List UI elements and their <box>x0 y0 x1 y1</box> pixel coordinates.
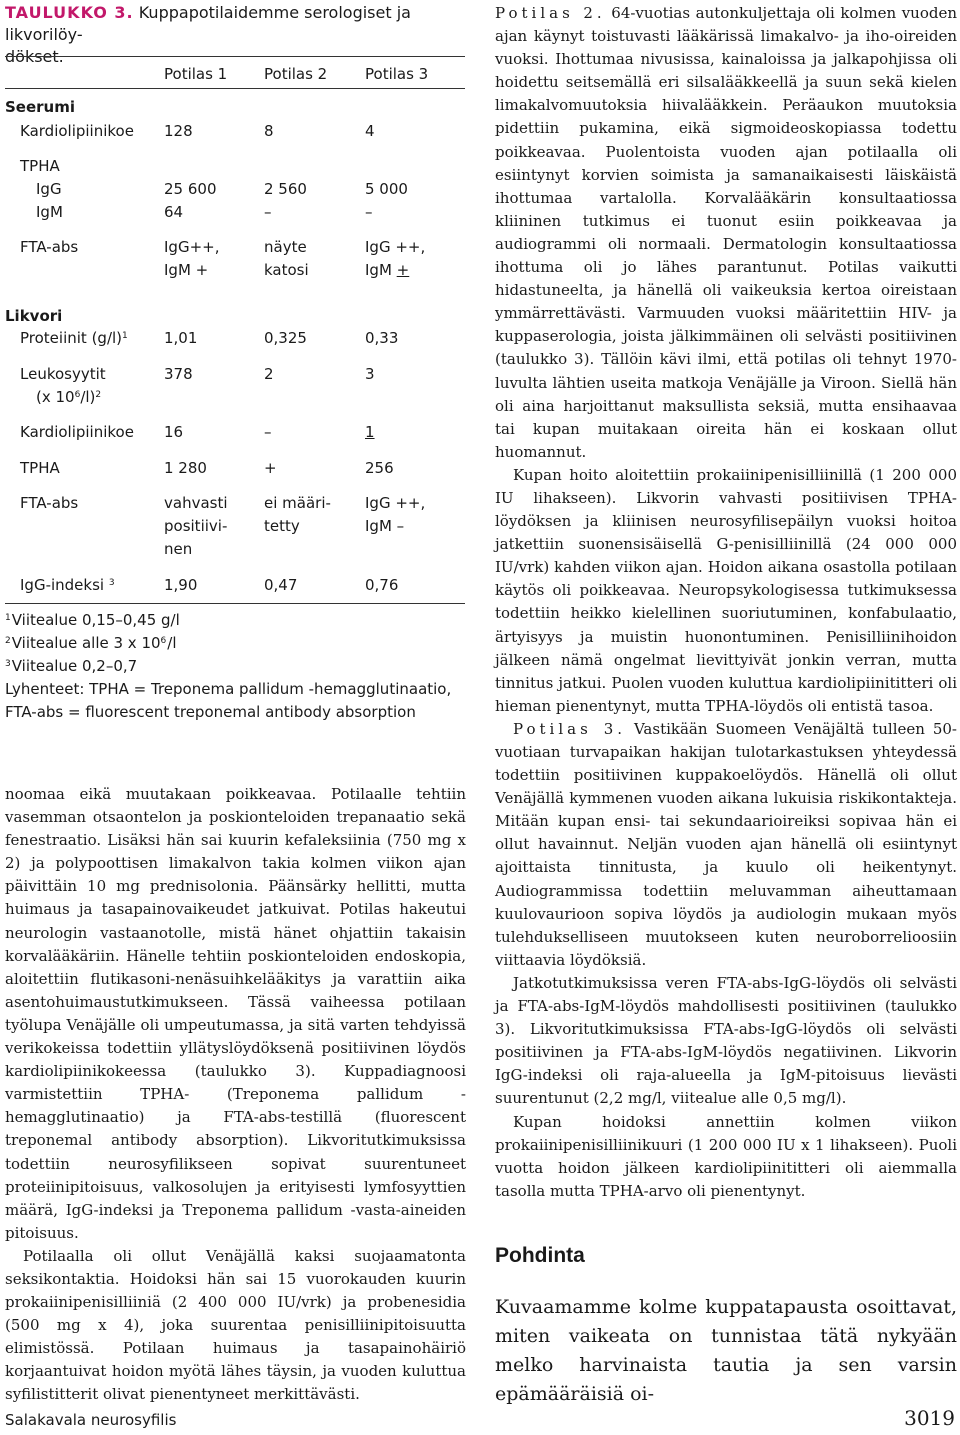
cell-iggindeksi-p2: 0,47 <box>264 576 298 594</box>
cell-ftaabs-csf-p3b: IgM – <box>365 517 405 535</box>
right-paragraph-4: Jatkotutkimuksissa veren FTA-abs-IgG-löydös oli selvästi ja FTA-abs-IgM-löydös mahdollisesti positiivinen (taulukko 3). Likvoritutkimuksissa FTA-abs-IgG-löydös oli selvästi positiivinen ja FTA-abs-IgM-löydös negatiivinen. Likvorin IgG-indeksi oli raja-alueella ja IgM-pitoisuus lievästi suurentunut (2,2 mg/l, viitealue alle 0,5 mg/l). <box>495 973 957 1108</box>
cell-igg-p1: 25 600 <box>164 180 217 198</box>
leukosyytit-unit-exp: 6 <box>74 390 81 400</box>
row-label-iggindeksi-text: IgG-indeksi <box>20 576 105 594</box>
footnote-3-text: Viitealue 0,2–0,7 <box>11 657 138 675</box>
cell-ftaabs-csf-p1b: positiivi- <box>164 517 228 535</box>
footnote-3-marker: 3 <box>5 659 11 669</box>
row-label-tpha-csf: TPHA <box>20 459 60 477</box>
footnote-marker-3: 3 <box>108 578 115 588</box>
row-label-proteiinit <box>20 327 128 349</box>
left-column-text <box>5 783 466 1407</box>
cell-ftaabs-csf-p1a: vahvasti <box>164 494 228 512</box>
cell-igm-p3: – <box>365 203 373 221</box>
cell-igg-p3: 5 000 <box>365 180 408 198</box>
section-csf: Likvori <box>5 307 63 325</box>
table-header-rule <box>5 88 465 89</box>
cell-ftaabs-serum-p3b-mark: + <box>396 261 410 279</box>
cell-iggindeksi-p1: 1,90 <box>164 576 198 594</box>
row-label-kardio-csf: Kardiolipiinikoe <box>20 423 134 441</box>
row-label-tpha-serum: TPHA <box>20 157 60 175</box>
cell-ftaabs-serum-p1b: IgM + <box>164 261 209 279</box>
footnote-2-text: Viitealue alle 3 x 10 <box>11 634 161 652</box>
header-potilas-2: Potilas 2 <box>264 65 328 83</box>
section-heading-discussion: Pohdinta <box>495 1244 585 1267</box>
cell-leukosyytit-p2: 2 <box>264 365 274 383</box>
section-serum: Seerumi <box>5 98 75 116</box>
cell-leukosyytit-p1: 378 <box>164 365 193 383</box>
cell-iggindeksi-p3: 0,76 <box>365 576 399 594</box>
right-paragraph-1 <box>495 2 957 464</box>
case-2-lead: Potilas 2. <box>495 4 606 22</box>
cell-tpha-csf-p3: 256 <box>365 459 394 477</box>
cell-tpha-csf-p1: 1 280 <box>164 459 207 477</box>
right-paragraph-2: Kupan hoito aloitettiin prokaiinipenisilliinillä (1 200 000 IU lihakseen). Likvorin vahvasti positiivisen TPHA-löydöksen ja kliinisen neurosyfilisepäilyn vuoksi hoitoa jatkettiin suonensisäisellä G-penisilliinillä (24 000 000 IU/vrk) kahden viikon ajan. Hoidon aikana osastolla potilaan käytös oli poikkeavaa. Neuropsykologisessa tutkimuksessa todettiin heikko kielellinen suoriutuminen, konfabulaatio, ärtyisyys ja muistin huonontuminen. Penisilliinihoidon jälkeen nämä ongelmat lievittyivät jonkin verran, mutta tinnitus jatkui. Puolen vuoden kuluttua kardiolipiinititteri oli hieman pienentynyt, mutta TPHA-löydös oli entistä tasoa. <box>495 465 957 715</box>
footnote-2-exp: 6 <box>160 636 167 646</box>
cell-kardio-csf-p1: 16 <box>164 423 184 441</box>
cell-kardio-serum-p2: 8 <box>264 122 274 140</box>
footnote-3 <box>5 655 137 678</box>
footnote-1-marker: 1 <box>5 613 11 623</box>
table-caption-text-cont: dökset. <box>5 47 64 66</box>
cell-ftaabs-serum-p1a: IgG++, <box>164 238 220 256</box>
cell-tpha-csf-p2: + <box>264 459 277 477</box>
table-bottom-rule <box>5 603 465 604</box>
cell-proteiinit-p3: 0,33 <box>365 329 399 347</box>
cell-kardio-csf-p3: 1 <box>365 423 375 441</box>
footnote-1-text: Viitealue 0,15–0,45 g/l <box>11 611 180 629</box>
table-caption-label: TAULUKKO 3. <box>5 3 134 22</box>
case-3-text: Vastikään Suomeen Venäjältä tulleen 50-vuotiaan turvapaikan hakijan tulotarkastuksen yhteydessä todettiin positiivinen kuppakoelöydös. Hänellä oli ollut Venäjällä kymmenen vuoden aikana lukuisia riskikontakteja. Mitään kupan ensi- tai sekundaarioireiksi sopivaa hän ei ollut havainnut. Neljän vuoden ajan hänellä oli esiintynyt ajoittaista tinnitusta, ja kuulo oli heikentynyt. Audiogrammissa todettiin meluvamman aiheuttamaan kuulovaurioon sopiva löydös ja audiologin mukaan myös tulehdukselliseen muutokseen kuten neuroborrelioosiin viittaavia löydöksiä. <box>495 719 958 969</box>
cell-ftaabs-serum-p2a: näyte <box>264 238 307 256</box>
abbreviations-line-1: Lyhenteet: TPHA = Treponema pallidum -hemagglutinaatio, <box>5 680 452 698</box>
footnote-2 <box>5 632 177 655</box>
table-top-rule <box>5 56 465 57</box>
discussion-lead: Kuvaamamme kolme kuppatapausta osoittavat, miten vaikeata on tunnistaa tätä nykyään melko harvinaista tautia ja sen varsin epämääräisiä oi- <box>495 1296 957 1405</box>
abbreviations-line-2: FTA-abs = fluorescent treponemal antibody absorption <box>5 703 416 721</box>
cell-ftaabs-csf-p1c: nen <box>164 540 193 558</box>
footnote-marker-1: 1 <box>122 331 128 341</box>
left-paragraph-2: Potilaalla oli ollut Venäjällä kaksi suojaamatonta seksikontaktia. Hoidoksi hän sai 15 vuorokauden kuurin prokaiinipenisilliiniä (2 400 000 IU/vrk) ja probenesidia (500 mg x 4), joka suurentaa penisilliinipitoisuutta elimistössä. Potilaan huimaus ja tasapainohäiriö korjaantuivat hoidon myötä lähes täysin, ja vuoden kuluttua syfilistitterit olivat pienentyneet merkittävästi. <box>5 1246 466 1404</box>
leukosyytit-unit-pre: (x 10 <box>36 388 75 406</box>
cell-kardio-serum-p1: 128 <box>164 122 193 140</box>
row-label-iggindeksi <box>20 574 115 596</box>
cell-kardio-serum-p3: 4 <box>365 122 375 140</box>
cell-ftaabs-serum-p3a: IgG ++, <box>365 238 426 256</box>
cell-proteiinit-p2: 0,325 <box>264 329 307 347</box>
left-paragraph-1: noomaa eikä muutakaan poikkeavaa. Potilaalle tehtiin vasemman otsaontelon ja poskionteloiden trepanaatio sekä fenestraatio. Lisäksi hän sai kuurin kefaleksiinia (750 mg x 2) ja polypoottisen limakalvon takia kolmen viikon ajan päivittäin 10 mg prednisolonia. Päänsärky hellitti, mutta huimaus ja tasapainovaikeudet jatkuivat. Potilas hakeutui neurologin vastaanotolle, mistä hänet ohjattiin takaisin korvalääkäriin. Hänelle tehtiin poskionteloiden endoskopia, aloitettiin flutikasoni-nenäsuihkelääkitys ja varattiin aika asentohuimaustutkimukseen. Tässä vaiheessa potilaan työlupa Venäjälle oli umpeutumassa, ja sitä varten tehdyissä verikokeissa todettiin yllätyslöydöksenä positiivinen löydös kardiolipiinikokeessa (taulukko 3). Kuppadiagnoosi varmistettiin TPHA- (Treponema pallidum -hemagglutinaatio) ja FTA-abs-testillä (fluorescent treponemal antibody absorption). Likvoritutkimuksissa todettiin neurosyfilikseen sopivat suurentuneet proteiinipitoisuus, valkosolujen ja erityisesti lymfosyyttien määrä, IgG-indeksi ja Treponema pallidum -vasta-aineiden pitoisuus. <box>5 785 466 1242</box>
cell-igm-p2: – <box>264 203 272 221</box>
row-label-igm: IgM <box>36 203 63 221</box>
right-paragraph-3 <box>495 718 957 972</box>
row-label-ftaabs-csf: FTA-abs <box>20 494 79 512</box>
header-potilas-3: Potilas 3 <box>365 65 429 83</box>
cell-ftaabs-csf-p2b: tetty <box>264 517 300 535</box>
case-2-text: 64-vuotias autonkuljettaja oli kolmen vuoden ajan käynyt toistuvasti lääkärissä limakalvo- ja iho-oireiden vuoksi. Ihottumaa nivusissa, kainaloissa ja jalkapohjissa oli hoidettu seitsemällä eri silsalääkkeellä ja suun sekä kielen limakalvomuutoksia hiivalääkkein. Peräaukon muutoksia pidettiin pukamina, eikä sigmoideoskopiassa todettu poikkeavaa. Puolentoista vuoden ajan potilaalla oli esiintynyt korvien soimista ja samanaikaisesti läiskäistä ihottumaa vartalolla. Korvalääkärin konsultaatiossa kliininen tutkimus ei tuonut esiin poikkeavaa ja audiogrammi oli normaali. Dermatologin konsultaatiossa ihottuma oli jo lähes parantunut. Potilas vaikutti hidastuneelta, ja hänellä oli vaikeuksia kertoa oireistaan ymmärrettävästi. Varmuuden vuoksi määritettiin HIV- ja kuppaserologia, joista jälkimmäinen oli selvästi positiivinen (taulukko 3). Tällöin kävi ilmi, että potilas oli tehnyt 1970-luvulta lähtien useita matkoja Venäjälle ja Viroon. Siellä hän oli aina harjoittanut maksullista seksiä, mutta ensihaavaa tai kupan muitakaan oireita hän ei koskaan ollut huomannut. <box>495 4 958 461</box>
running-footer-title: Salakavala neurosyfilis <box>5 1411 177 1429</box>
row-label-proteiinit-text: Proteiinit (g/l) <box>20 329 123 347</box>
right-column-text <box>495 2 957 1203</box>
cell-leukosyytit-p3: 3 <box>365 365 375 383</box>
row-label-igg: IgG <box>36 180 62 198</box>
footnote-marker-2: 2 <box>95 390 102 400</box>
cell-ftaabs-csf-p2a: ei määri- <box>264 494 331 512</box>
footnote-2-marker: 2 <box>5 636 11 646</box>
footnote-1 <box>5 609 180 632</box>
cell-igg-p2: 2 560 <box>264 180 307 198</box>
cell-ftaabs-serum-p2b: katosi <box>264 261 309 279</box>
footnote-2-text-post: /l <box>167 634 177 652</box>
row-label-ftaabs-serum: FTA-abs <box>20 238 79 256</box>
header-potilas-1: Potilas 1 <box>164 65 228 83</box>
page-number: 3019 <box>904 1406 955 1430</box>
cell-ftaabs-serum-p3b-text: IgM <box>365 261 392 279</box>
right-paragraph-5: Kupan hoidoksi annettiin kolmen viikon prokaiinipenisilliinikuuri (1 200 000 IU x 1 lihakseen). Puoli vuotta hoidon jälkeen kardiolipiinititteri oli aiemmalla tasolla mutta TPHA-arvo oli pienentynyt. <box>495 1112 957 1200</box>
row-label-leukosyytit: Leukosyytit <box>20 365 106 383</box>
row-label-kardio-serum: Kardiolipiinikoe <box>20 122 134 140</box>
table-caption-text: Kuppapotilaidemme serologiset ja likvorilöy- <box>5 3 411 44</box>
cell-ftaabs-serum-p3b <box>365 259 409 281</box>
cell-proteiinit-p1: 1,01 <box>164 329 198 347</box>
table-caption <box>5 2 473 68</box>
leukosyytit-unit-post: /l) <box>80 388 96 406</box>
cell-ftaabs-csf-p3a: IgG ++, <box>365 494 426 512</box>
row-label-leukosyytit-unit <box>36 386 101 408</box>
case-3-lead: Potilas 3. <box>513 719 627 738</box>
cell-kardio-csf-p2: – <box>264 423 272 441</box>
cell-igm-p1: 64 <box>164 203 184 221</box>
